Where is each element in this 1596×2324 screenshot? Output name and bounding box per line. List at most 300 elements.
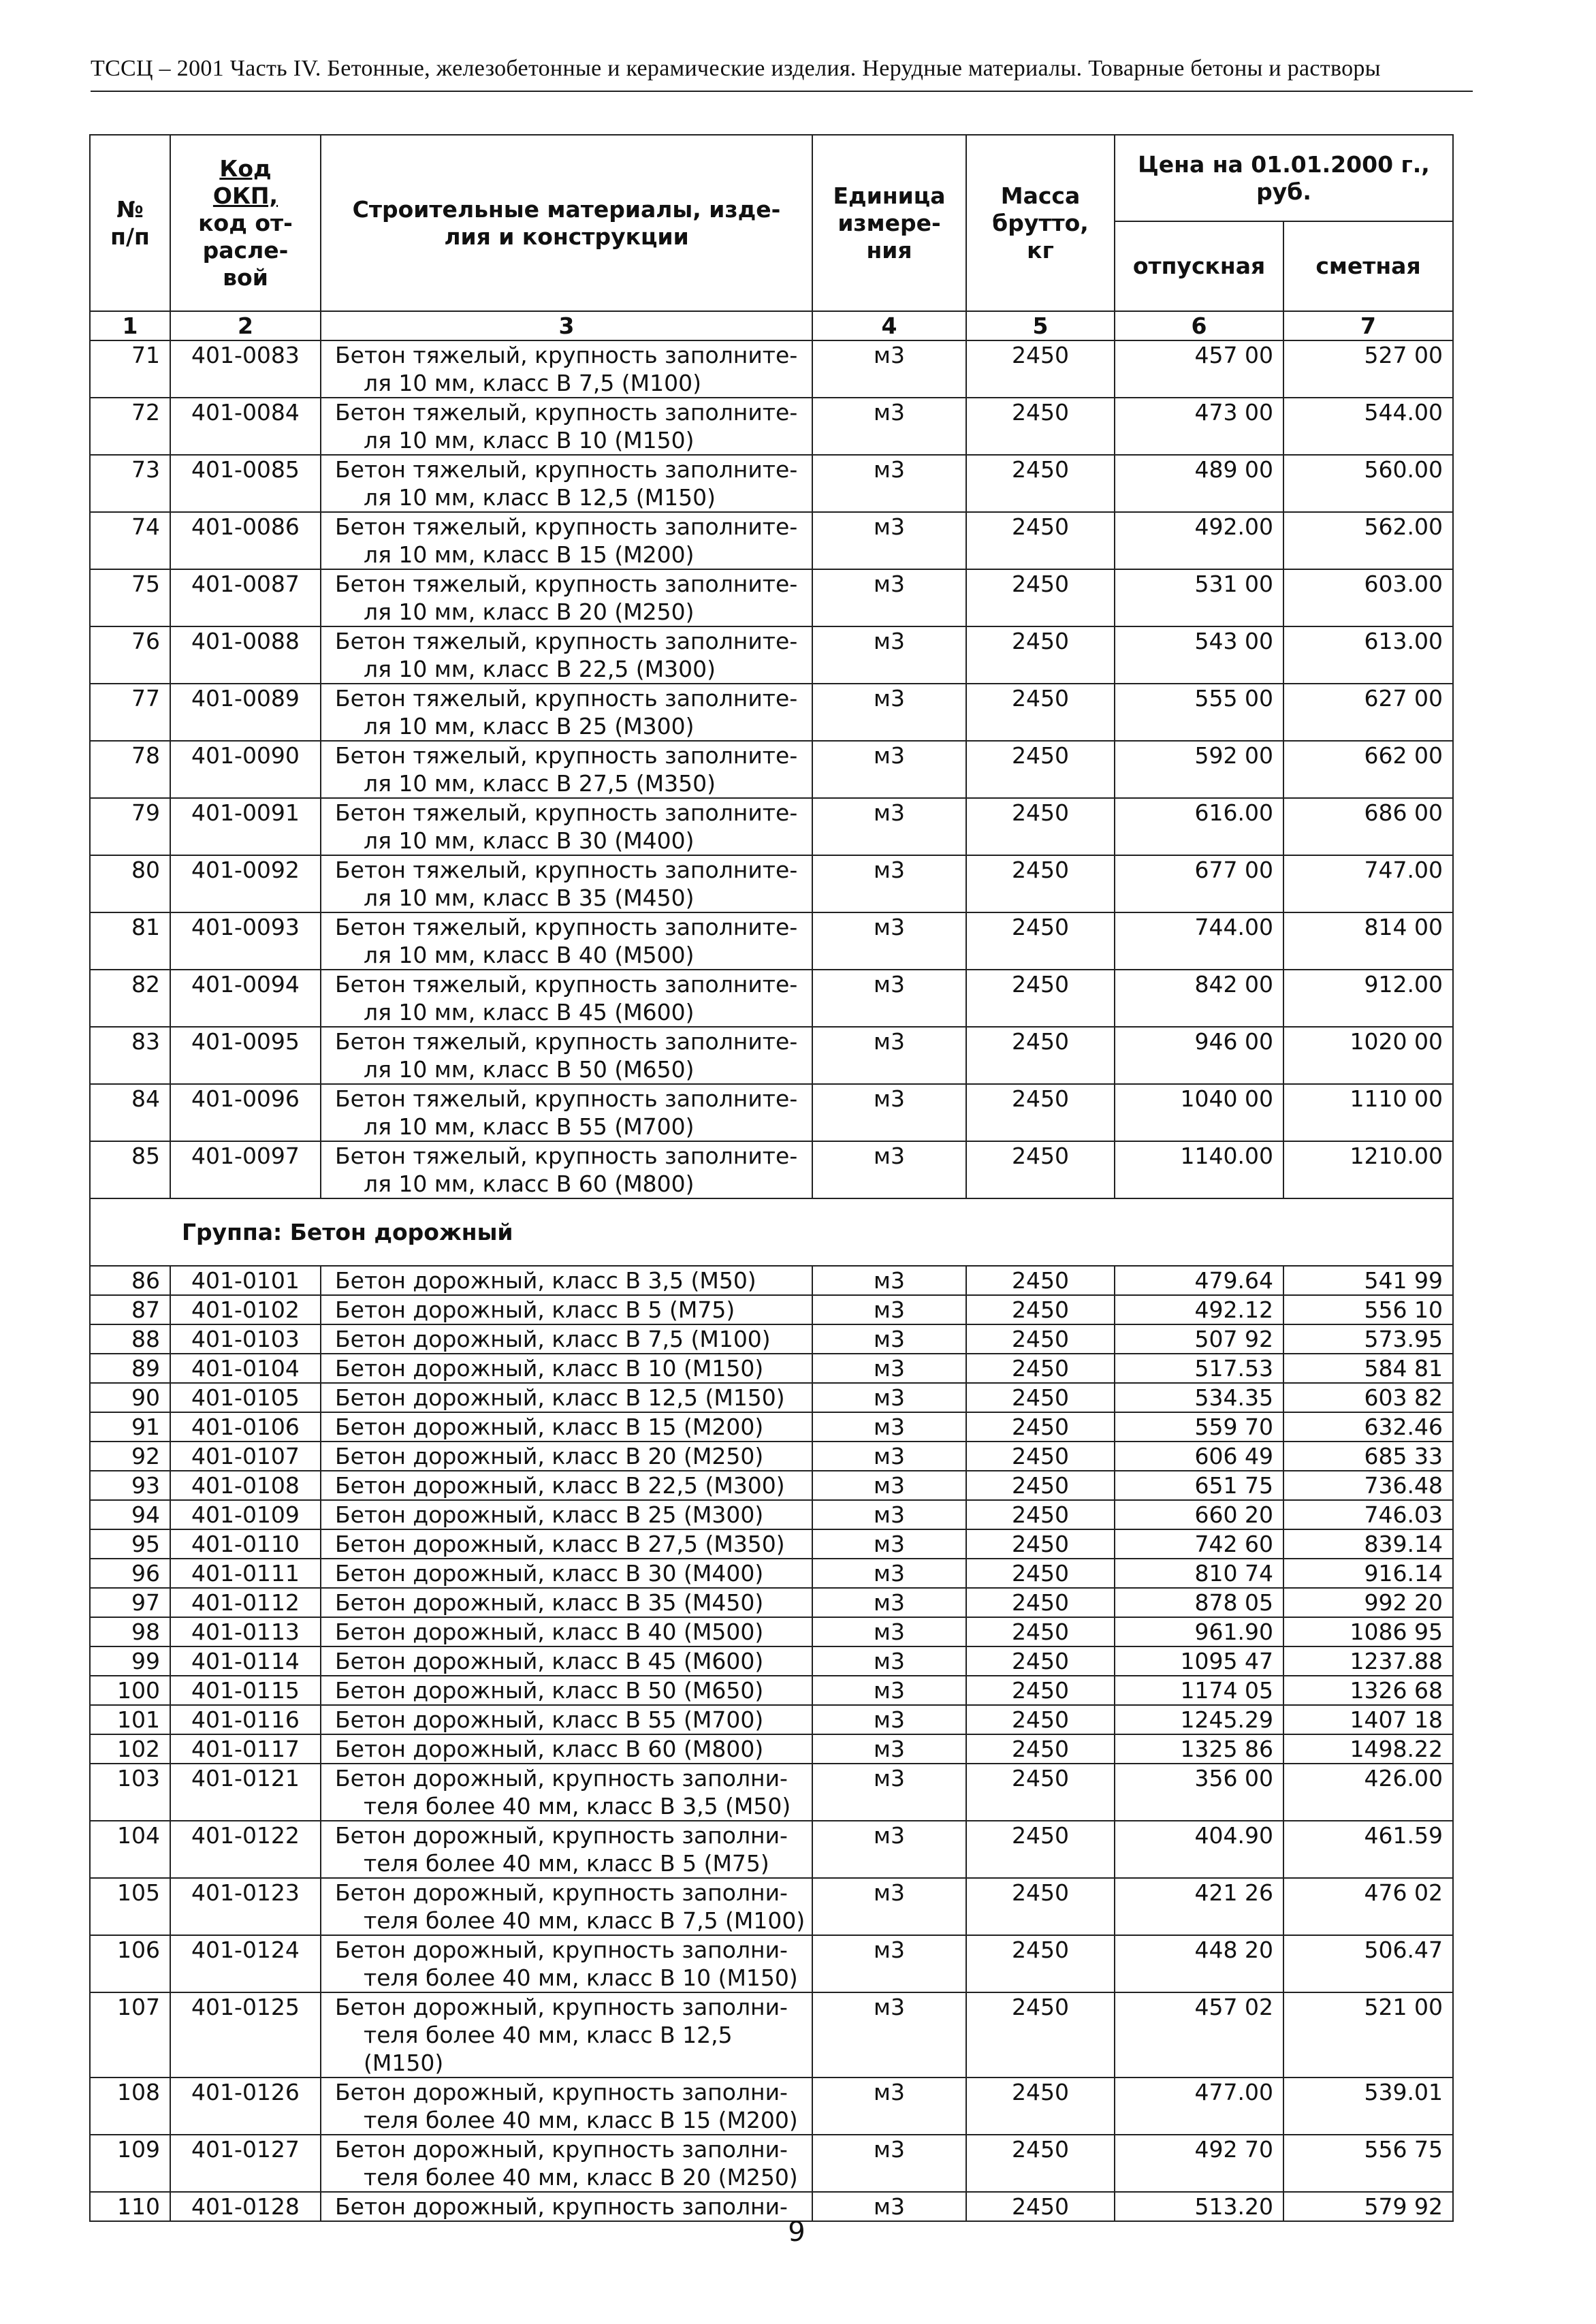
material-name-line: ля 10 мм, класс В 15 (М200) xyxy=(364,541,695,568)
gross-mass: 2450 xyxy=(966,684,1115,741)
gross-mass: 2450 xyxy=(966,912,1115,970)
gross-mass: 2450 xyxy=(966,1529,1115,1559)
product-code: 401-0105 xyxy=(170,1383,321,1412)
header-text: код от- xyxy=(198,209,293,236)
table-row xyxy=(90,1935,1453,1992)
col-header-number xyxy=(90,135,170,311)
gross-mass: 2450 xyxy=(966,1141,1115,1198)
material-name xyxy=(321,1764,812,1821)
gross-mass: 2450 xyxy=(966,1646,1115,1676)
product-code: 401-0092 xyxy=(170,855,321,912)
estimate-price: 1086 95 xyxy=(1283,1617,1453,1646)
table-row xyxy=(90,569,1453,626)
material-name xyxy=(321,1878,812,1935)
gross-mass: 2450 xyxy=(966,1734,1115,1764)
unit: м3 xyxy=(812,512,966,569)
gross-mass: 2450 xyxy=(966,626,1115,684)
table-row xyxy=(90,741,1453,798)
row-number: 94 xyxy=(90,1500,170,1529)
table-row xyxy=(90,1442,1453,1471)
column-number: 7 xyxy=(1283,311,1453,340)
estimate-price: 839.14 xyxy=(1283,1529,1453,1559)
material-name-line: Бетон дорожный, класс В 45 (М600) xyxy=(335,1648,764,1674)
product-code: 401-0101 xyxy=(170,1266,321,1295)
release-price: 1325 86 xyxy=(1115,1734,1283,1764)
material-name xyxy=(321,1295,812,1324)
unit: м3 xyxy=(812,1529,966,1559)
estimate-price: 1237.88 xyxy=(1283,1646,1453,1676)
row-number: 107 xyxy=(90,1992,170,2078)
unit: м3 xyxy=(812,1935,966,1992)
row-number: 75 xyxy=(90,569,170,626)
material-name-line: ля 10 мм, класс В 7,5 (М100) xyxy=(364,370,702,396)
release-price: 517.53 xyxy=(1115,1354,1283,1383)
table-row xyxy=(90,398,1453,455)
gross-mass: 2450 xyxy=(966,398,1115,455)
release-price: 742 60 xyxy=(1115,1529,1283,1559)
table-row xyxy=(90,1266,1453,1295)
row-number: 101 xyxy=(90,1705,170,1734)
row-number: 104 xyxy=(90,1821,170,1878)
product-code: 401-0112 xyxy=(170,1588,321,1617)
estimate-price: 686 00 xyxy=(1283,798,1453,855)
table-row xyxy=(90,512,1453,569)
unit: м3 xyxy=(812,684,966,741)
table-row xyxy=(90,626,1453,684)
material-name xyxy=(321,340,812,398)
gross-mass: 2450 xyxy=(966,1295,1115,1324)
material-name xyxy=(321,1821,812,1878)
table-row xyxy=(90,1676,1453,1705)
material-name-line: Бетон дорожный, крупность заполни- xyxy=(335,1879,788,1906)
gross-mass: 2450 xyxy=(966,1617,1115,1646)
row-number: 77 xyxy=(90,684,170,741)
table-row xyxy=(90,455,1453,512)
col-header-unit xyxy=(812,135,966,311)
unit: м3 xyxy=(812,912,966,970)
gross-mass: 2450 xyxy=(966,855,1115,912)
material-name-line: Бетон тяжелый, крупность заполните- xyxy=(335,399,798,426)
table-row xyxy=(90,1559,1453,1588)
release-price: 559 70 xyxy=(1115,1412,1283,1442)
row-number: 96 xyxy=(90,1559,170,1588)
material-name-line: Бетон дорожный, класс В 15 (М200) xyxy=(335,1414,764,1440)
release-price: 531 00 xyxy=(1115,569,1283,626)
gross-mass: 2450 xyxy=(966,1354,1115,1383)
material-name xyxy=(321,1266,812,1295)
material-name xyxy=(321,1324,812,1354)
group-row xyxy=(90,1198,1453,1266)
release-price: 479.64 xyxy=(1115,1266,1283,1295)
table-row xyxy=(90,1821,1453,1878)
row-number: 99 xyxy=(90,1646,170,1676)
release-price: 448 20 xyxy=(1115,1935,1283,1992)
estimate-price: 426.00 xyxy=(1283,1764,1453,1821)
table-row xyxy=(90,1383,1453,1412)
product-code: 401-0097 xyxy=(170,1141,321,1198)
unit: м3 xyxy=(812,1992,966,2078)
material-name-line: теля более 40 мм, класс В 12,5 (М150) xyxy=(364,2022,733,2076)
product-code: 401-0109 xyxy=(170,1500,321,1529)
material-name-line: ля 10 мм, класс В 22,5 (М300) xyxy=(364,656,716,682)
column-number: 4 xyxy=(812,311,966,340)
material-name-line: Бетон тяжелый, крупность заполните- xyxy=(335,571,798,597)
material-name xyxy=(321,684,812,741)
gross-mass: 2450 xyxy=(966,741,1115,798)
table-row xyxy=(90,855,1453,912)
unit: м3 xyxy=(812,340,966,398)
header-text: п/п xyxy=(110,223,150,250)
estimate-price: 603.00 xyxy=(1283,569,1453,626)
material-name-line: теля более 40 мм, класс В 3,5 (М50) xyxy=(364,1793,791,1819)
unit: м3 xyxy=(812,798,966,855)
row-number: 103 xyxy=(90,1764,170,1821)
material-name-line: Бетон дорожный, крупность заполни- xyxy=(335,2079,788,2105)
material-name xyxy=(321,569,812,626)
estimate-price: 613.00 xyxy=(1283,626,1453,684)
estimate-price: 527 00 xyxy=(1283,340,1453,398)
estimate-price: 603 82 xyxy=(1283,1383,1453,1412)
estimate-price: 544.00 xyxy=(1283,398,1453,455)
product-code: 401-0090 xyxy=(170,741,321,798)
col-header-code xyxy=(170,135,321,311)
row-number: 109 xyxy=(90,2135,170,2192)
row-number: 88 xyxy=(90,1324,170,1354)
material-name xyxy=(321,2135,812,2192)
unit: м3 xyxy=(812,1383,966,1412)
material-name-line: теля более 40 мм, класс В 20 (М250) xyxy=(364,2164,798,2191)
unit: м3 xyxy=(812,1734,966,1764)
unit: м3 xyxy=(812,1588,966,1617)
table-body xyxy=(90,311,1453,2221)
gross-mass: 2450 xyxy=(966,1588,1115,1617)
estimate-price: 541 99 xyxy=(1283,1266,1453,1295)
product-code: 401-0110 xyxy=(170,1529,321,1559)
material-name xyxy=(321,912,812,970)
row-number: 106 xyxy=(90,1935,170,1992)
product-code: 401-0121 xyxy=(170,1764,321,1821)
material-name-line: Бетон дорожный, класс В 30 (М400) xyxy=(335,1560,764,1587)
product-code: 401-0111 xyxy=(170,1559,321,1588)
unit: м3 xyxy=(812,1471,966,1500)
material-name-line: ля 10 мм, класс В 55 (М700) xyxy=(364,1113,695,1140)
product-code: 401-0107 xyxy=(170,1442,321,1471)
table-row xyxy=(90,1354,1453,1383)
material-name xyxy=(321,1383,812,1412)
product-code: 401-0102 xyxy=(170,1295,321,1324)
gross-mass: 2450 xyxy=(966,2135,1115,2192)
material-name xyxy=(321,855,812,912)
release-price: 677 00 xyxy=(1115,855,1283,912)
release-price: 477.00 xyxy=(1115,2078,1283,2135)
row-number: 78 xyxy=(90,741,170,798)
gross-mass: 2450 xyxy=(966,1676,1115,1705)
unit: м3 xyxy=(812,2135,966,2192)
material-name-line: Бетон дорожный, крупность заполни- xyxy=(335,1994,788,2020)
row-number: 79 xyxy=(90,798,170,855)
unit: м3 xyxy=(812,1646,966,1676)
release-price: 457 00 xyxy=(1115,340,1283,398)
material-name-line: Бетон дорожный, крупность заполни- xyxy=(335,1937,788,1963)
release-price: 842 00 xyxy=(1115,970,1283,1027)
table-row xyxy=(90,1529,1453,1559)
material-name xyxy=(321,1084,812,1141)
table-row xyxy=(90,1705,1453,1734)
estimate-price: 747.00 xyxy=(1283,855,1453,912)
product-code: 401-0115 xyxy=(170,1676,321,1705)
material-name-line: Бетон дорожный, крупность заполни- xyxy=(335,2193,788,2220)
estimate-price: 1210.00 xyxy=(1283,1141,1453,1198)
header-text: Код xyxy=(219,155,272,182)
material-name-line: Бетон дорожный, класс В 20 (М250) xyxy=(335,1443,764,1469)
unit: м3 xyxy=(812,741,966,798)
material-name-line: теля более 40 мм, класс В 15 (М200) xyxy=(364,2107,798,2133)
release-price: 810 74 xyxy=(1115,1559,1283,1588)
table-header xyxy=(90,135,1453,311)
product-code: 401-0126 xyxy=(170,2078,321,2135)
material-name-line: Бетон тяжелый, крупность заполните- xyxy=(335,742,798,769)
material-name-line: ля 10 мм, класс В 60 (М800) xyxy=(364,1171,695,1197)
header-text: Единица xyxy=(833,182,946,209)
release-price: 616.00 xyxy=(1115,798,1283,855)
material-name xyxy=(321,1529,812,1559)
unit: м3 xyxy=(812,855,966,912)
release-price: 457 02 xyxy=(1115,1992,1283,2078)
unit: м3 xyxy=(812,1354,966,1383)
price-table xyxy=(89,134,1454,2222)
material-name-line: Бетон дорожный, класс В 25 (М300) xyxy=(335,1501,764,1528)
release-price: 1140.00 xyxy=(1115,1141,1283,1198)
table-row xyxy=(90,1588,1453,1617)
product-code: 401-0127 xyxy=(170,2135,321,2192)
gross-mass: 2450 xyxy=(966,1821,1115,1878)
estimate-price: 476 02 xyxy=(1283,1878,1453,1935)
row-number: 76 xyxy=(90,626,170,684)
release-price: 473 00 xyxy=(1115,398,1283,455)
material-name-line: Бетон дорожный, класс В 40 (М500) xyxy=(335,1619,764,1645)
material-name xyxy=(321,1354,812,1383)
product-code: 401-0095 xyxy=(170,1027,321,1084)
unit: м3 xyxy=(812,626,966,684)
row-number: 89 xyxy=(90,1354,170,1383)
table-row xyxy=(90,1734,1453,1764)
material-name-line: Бетон дорожный, крупность заполни- xyxy=(335,1822,788,1849)
product-code: 401-0128 xyxy=(170,2192,321,2221)
material-name xyxy=(321,1588,812,1617)
release-price: 421 26 xyxy=(1115,1878,1283,1935)
estimate-price: 685 33 xyxy=(1283,1442,1453,1471)
material-name xyxy=(321,455,812,512)
material-name xyxy=(321,1559,812,1588)
gross-mass: 2450 xyxy=(966,2078,1115,2135)
material-name-line: Бетон тяжелый, крупность заполните- xyxy=(335,914,798,940)
material-name-line: ля 10 мм, класс В 20 (М250) xyxy=(364,599,695,625)
material-name-line: Бетон дорожный, класс В 50 (М650) xyxy=(335,1677,764,1704)
table-row xyxy=(90,1324,1453,1354)
row-number: 95 xyxy=(90,1529,170,1559)
release-price: 1040 00 xyxy=(1115,1084,1283,1141)
group-label: Группа: Бетон дорожный xyxy=(90,1198,1453,1266)
gross-mass: 2450 xyxy=(966,1471,1115,1500)
estimate-price: 1020 00 xyxy=(1283,1027,1453,1084)
material-name-line: Бетон дорожный, класс В 35 (М450) xyxy=(335,1589,764,1616)
table-row xyxy=(90,1412,1453,1442)
estimate-price: 746.03 xyxy=(1283,1500,1453,1529)
table-row xyxy=(90,1084,1453,1141)
table-row xyxy=(90,1878,1453,1935)
material-name-line: Бетон тяжелый, крупность заполните- xyxy=(335,628,798,654)
release-price: 404.90 xyxy=(1115,1821,1283,1878)
table-row xyxy=(90,1471,1453,1500)
estimate-price: 556 75 xyxy=(1283,2135,1453,2192)
row-number: 102 xyxy=(90,1734,170,1764)
column-number: 5 xyxy=(966,311,1115,340)
material-name-line: Бетон дорожный, крупность заполни- xyxy=(335,1765,788,1792)
row-number: 74 xyxy=(90,512,170,569)
release-price: 555 00 xyxy=(1115,684,1283,741)
gross-mass: 2450 xyxy=(966,1266,1115,1295)
header-text: кг xyxy=(1027,236,1054,264)
release-price: 489 00 xyxy=(1115,455,1283,512)
material-name-line: теля более 40 мм, класс В 10 (М150) xyxy=(364,1964,798,1991)
table-row xyxy=(90,2078,1453,2135)
gross-mass: 2450 xyxy=(966,455,1115,512)
product-code: 401-0125 xyxy=(170,1992,321,2078)
unit: м3 xyxy=(812,1764,966,1821)
estimate-price: 506.47 xyxy=(1283,1935,1453,1992)
unit: м3 xyxy=(812,1141,966,1198)
table-row xyxy=(90,1027,1453,1084)
material-name-line: ля 10 мм, класс В 45 (М600) xyxy=(364,999,695,1025)
gross-mass: 2450 xyxy=(966,1324,1115,1354)
header-text: № xyxy=(116,195,144,223)
row-number: 83 xyxy=(90,1027,170,1084)
gross-mass: 2450 xyxy=(966,1878,1115,1935)
release-price: 492.12 xyxy=(1115,1295,1283,1324)
material-name xyxy=(321,1646,812,1676)
release-price: 534.35 xyxy=(1115,1383,1283,1412)
header-text: Строительные материалы, изде- xyxy=(352,195,781,223)
material-name xyxy=(321,1471,812,1500)
release-price: 1174 05 xyxy=(1115,1676,1283,1705)
material-name-line: Бетон тяжелый, крупность заполните- xyxy=(335,513,798,540)
row-number: 71 xyxy=(90,340,170,398)
material-name-line: ля 10 мм, класс В 12,5 (М150) xyxy=(364,484,716,511)
unit: м3 xyxy=(812,1027,966,1084)
estimate-price: 562.00 xyxy=(1283,512,1453,569)
gross-mass: 2450 xyxy=(966,512,1115,569)
release-price: 606 49 xyxy=(1115,1442,1283,1471)
release-price: 513.20 xyxy=(1115,2192,1283,2221)
product-code: 401-0088 xyxy=(170,626,321,684)
estimate-price: 912.00 xyxy=(1283,970,1453,1027)
unit: м3 xyxy=(812,1442,966,1471)
material-name-line: Бетон дорожный, класс В 10 (М150) xyxy=(335,1355,764,1382)
material-name-line: теля более 40 мм, класс В 7,5 (М100) xyxy=(364,1907,805,1934)
material-name xyxy=(321,1734,812,1764)
row-number: 86 xyxy=(90,1266,170,1295)
material-name-line: Бетон тяжелый, крупность заполните- xyxy=(335,1143,798,1169)
material-name-line: Бетон дорожный, класс В 5 (М75) xyxy=(335,1296,735,1323)
product-code: 401-0096 xyxy=(170,1084,321,1141)
gross-mass: 2450 xyxy=(966,1705,1115,1734)
product-code: 401-0093 xyxy=(170,912,321,970)
material-name-line: Бетон дорожный, класс В 27,5 (М350) xyxy=(335,1531,785,1557)
estimate-price: 916.14 xyxy=(1283,1559,1453,1588)
material-name xyxy=(321,2078,812,2135)
row-number: 92 xyxy=(90,1442,170,1471)
col-header-price xyxy=(1115,135,1453,221)
unit: м3 xyxy=(812,1617,966,1646)
estimate-price: 627 00 xyxy=(1283,684,1453,741)
unit: м3 xyxy=(812,1821,966,1878)
product-code: 401-0084 xyxy=(170,398,321,455)
table-row xyxy=(90,970,1453,1027)
material-name xyxy=(321,741,812,798)
row-number: 98 xyxy=(90,1617,170,1646)
table-row xyxy=(90,912,1453,970)
material-name xyxy=(321,1141,812,1198)
material-name-line: Бетон дорожный, класс В 3,5 (М50) xyxy=(335,1267,756,1294)
unit: м3 xyxy=(812,2078,966,2135)
estimate-price: 556 10 xyxy=(1283,1295,1453,1324)
release-price: 961.90 xyxy=(1115,1617,1283,1646)
row-number: 108 xyxy=(90,2078,170,2135)
row-number: 85 xyxy=(90,1141,170,1198)
header-text: измере- xyxy=(837,209,941,236)
gross-mass: 2450 xyxy=(966,1764,1115,1821)
table-row xyxy=(90,1295,1453,1324)
material-name-line: Бетон тяжелый, крупность заполните- xyxy=(335,685,798,712)
release-price: 1095 47 xyxy=(1115,1646,1283,1676)
gross-mass: 2450 xyxy=(966,1442,1115,1471)
unit: м3 xyxy=(812,569,966,626)
unit: м3 xyxy=(812,2192,966,2221)
material-name-line: ля 10 мм, класс В 50 (М650) xyxy=(364,1056,695,1083)
product-code: 401-0108 xyxy=(170,1471,321,1500)
material-name-line: Бетон дорожный, класс В 55 (М700) xyxy=(335,1706,764,1733)
material-name-line: ля 10 мм, класс В 35 (М450) xyxy=(364,885,695,911)
gross-mass: 2450 xyxy=(966,1412,1115,1442)
material-name xyxy=(321,1027,812,1084)
material-name xyxy=(321,1992,812,2078)
estimate-price: 992 20 xyxy=(1283,1588,1453,1617)
estimate-price: 814 00 xyxy=(1283,912,1453,970)
column-number-row xyxy=(90,311,1453,340)
material-name xyxy=(321,1617,812,1646)
header-text: лия и конструкции xyxy=(444,223,689,250)
header-text: Цена на 01.01.2000 г., xyxy=(1138,150,1430,178)
material-name xyxy=(321,1935,812,1992)
release-price: 878 05 xyxy=(1115,1588,1283,1617)
product-code: 401-0114 xyxy=(170,1646,321,1676)
unit: м3 xyxy=(812,1266,966,1295)
col-header-name xyxy=(321,135,812,311)
estimate-price: 560.00 xyxy=(1283,455,1453,512)
release-price: 356 00 xyxy=(1115,1764,1283,1821)
estimate-price: 1110 00 xyxy=(1283,1084,1453,1141)
estimate-price: 1326 68 xyxy=(1283,1676,1453,1705)
row-number: 73 xyxy=(90,455,170,512)
unit: м3 xyxy=(812,455,966,512)
material-name-line: Бетон тяжелый, крупность заполните- xyxy=(335,1028,798,1055)
product-code: 401-0094 xyxy=(170,970,321,1027)
row-number: 82 xyxy=(90,970,170,1027)
unit: м3 xyxy=(812,1295,966,1324)
table-row xyxy=(90,1992,1453,2078)
material-name xyxy=(321,512,812,569)
material-name-line: ля 10 мм, класс В 25 (М300) xyxy=(364,713,695,739)
